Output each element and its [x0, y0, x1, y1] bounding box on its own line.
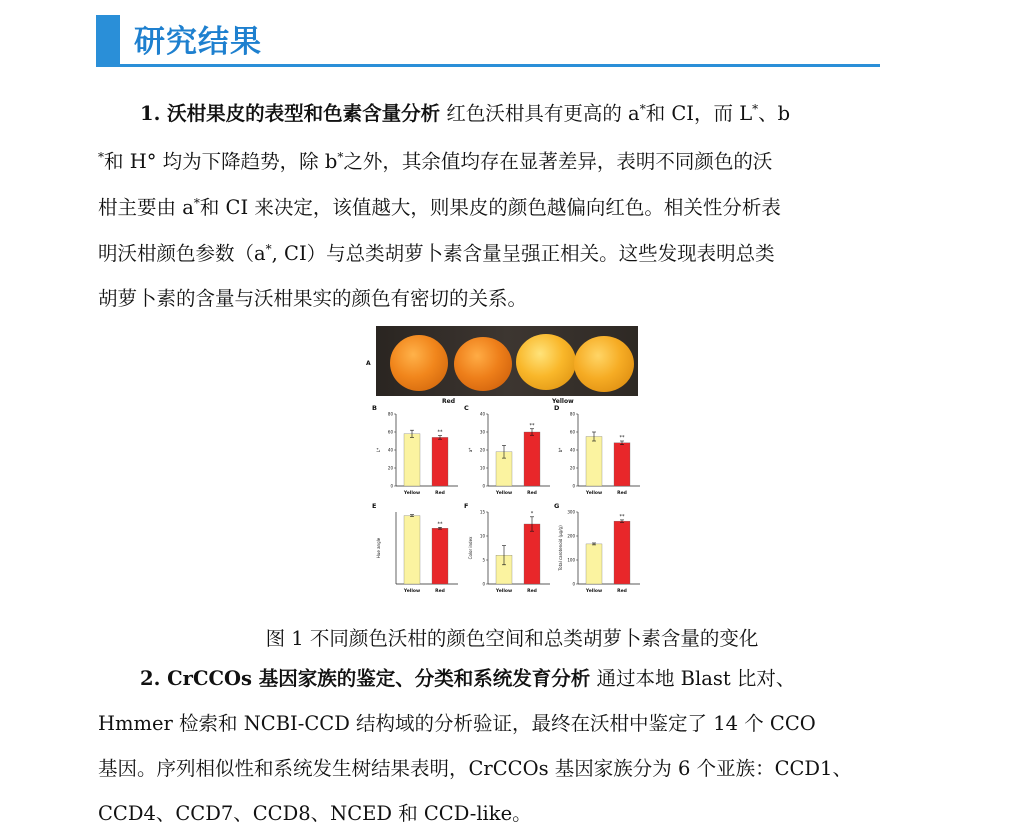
panel-g-tick-label: 100 — [567, 557, 575, 563]
panel-g-bar-red — [614, 521, 630, 584]
para1-line-1: 1. 沃柑果皮的表型和色素含量分析 红色沃柑具有更高的 a*和 CI，而 L*、b — [140, 102, 791, 125]
panel-f-letter: F — [464, 502, 469, 510]
photo-label-yellow: Yellow — [552, 398, 574, 405]
panel-b-significance: ** — [437, 429, 443, 436]
panel-f-xlabel-yellow: Yellow — [495, 589, 513, 594]
para2-heading: 2. CrCCOs 基因家族的鉴定、分类和系统发育分析 — [140, 667, 591, 690]
para2-line-4: CCD4、CCD7、CCD8、NCED 和 CCD-like。 — [98, 802, 532, 825]
section-title: 研究结果 — [134, 24, 262, 60]
panel-f-tick-label: 5 — [482, 557, 485, 563]
panel-d-bar-red — [614, 443, 630, 486]
bar-charts — [366, 326, 650, 608]
panel-c-xlabel-yellow: Yellow — [495, 491, 513, 496]
figure-caption: 图 1 不同颜色沃柑的颜色空间和总类胡萝卜素含量的变化 — [265, 627, 759, 650]
panel-f-tick-label: 10 — [479, 533, 485, 539]
panel-d-letter: D — [554, 404, 560, 412]
section-divider — [96, 64, 880, 67]
panel-f-ylabel: Color index — [468, 536, 473, 560]
panel-b-tick-label: 0 — [390, 483, 393, 489]
panel-g-tick-label: 0 — [572, 581, 575, 587]
figure-1 — [366, 326, 650, 608]
panel-e-xlabel-yellow: Yellow — [403, 589, 421, 594]
para1-line-5: 胡萝卜素的含量与沃柑果实的颜色有密切的关系。 — [98, 287, 528, 310]
panel-b-bar-red — [432, 437, 448, 486]
panel-e-letter: E — [372, 502, 377, 510]
panel-f-significance: * — [530, 510, 534, 517]
panel-c-tick-label: 40 — [479, 411, 485, 417]
panel-b-xlabel-yellow: Yellow — [403, 491, 421, 496]
panel-e-bar-yellow — [404, 516, 420, 584]
panel-g-ylabel: Total carotenoid (μg/g) — [558, 525, 563, 571]
para1-line-4: 明沃柑颜色参数（a*, CI）与总类胡萝卜素含量呈强正相关。这些发现表明总类 — [98, 242, 775, 265]
panel-d-tick-label: 20 — [569, 465, 575, 471]
panel-d-tick-label: 40 — [569, 447, 575, 453]
para1-heading: 1. 沃柑果皮的表型和色素含量分析 — [140, 102, 441, 125]
para2-line-2: Hmmer 检索和 NCBI-CCD 结构域的分析验证，最终在沃柑中鉴定了 14 个 CCO — [98, 712, 816, 735]
panel-d-ylabel: b* — [558, 447, 563, 453]
panel-c-xlabel-red: Red — [527, 491, 537, 496]
panel-b-tick-label: 60 — [387, 429, 393, 435]
para1-text: 红色沃柑具有更高的 a — [446, 102, 640, 125]
panel-g-xlabel-yellow: Yellow — [585, 589, 603, 594]
panel-b-tick-label: 20 — [387, 465, 393, 471]
panel-c-tick-label: 20 — [479, 447, 485, 453]
panel-c-tick-label: 10 — [479, 465, 485, 471]
para2-line-1: 2. CrCCOs 基因家族的鉴定、分类和系统发育分析 通过本地 Blast 比对、 — [140, 667, 796, 690]
photo-label-red: Red — [442, 398, 455, 405]
panel-b-tick-label: 40 — [387, 447, 393, 453]
panel-d-significance: ** — [619, 435, 625, 441]
panel-f-xlabel-red: Red — [527, 589, 537, 594]
panel-e-significance: ** — [437, 521, 443, 528]
panel-c-significance: ** — [529, 422, 535, 429]
panel-c-tick-label: 30 — [479, 429, 485, 435]
panel-g-tick-label: 200 — [567, 533, 575, 539]
panel-e-ylabel: Hue angle — [376, 537, 381, 559]
panel-b-bar-yellow — [404, 434, 420, 486]
panel-d-xlabel-yellow: Yellow — [585, 491, 603, 496]
panel-g-significance: ** — [619, 513, 625, 520]
panel-d-tick-label: 80 — [569, 411, 575, 417]
panel-g-letter: G — [554, 502, 560, 510]
panel-d-tick-label: 60 — [569, 429, 575, 435]
panel-g-bar-yellow — [586, 544, 602, 584]
panel-b-tick-label: 80 — [387, 411, 393, 417]
panel-c-tick-label: 0 — [482, 483, 485, 489]
panel-c-bar-red — [524, 432, 540, 486]
panel-f-bar-red — [524, 524, 540, 584]
panel-f-tick-label: 15 — [479, 509, 485, 515]
section-accent-bar — [96, 15, 120, 66]
panel-d-xlabel-red: Red — [617, 491, 627, 496]
panel-g-tick-label: 300 — [567, 509, 575, 515]
panel-d-bar-yellow — [586, 437, 602, 487]
panel-f-tick-label: 0 — [482, 581, 485, 587]
panel-b-ylabel: L* — [376, 447, 381, 453]
panel-c-ylabel: a* — [468, 447, 473, 453]
panel-a-label: A — [366, 360, 371, 367]
panel-b-letter: B — [372, 404, 377, 412]
para2-line-3: 基因。序列相似性和系统发生树结果表明，CrCCOs 基因家族分为 6 个亚族：CCD1、 — [98, 757, 852, 780]
panel-d-tick-label: 0 — [572, 483, 575, 489]
panel-e-xlabel-red: Red — [435, 589, 445, 594]
para1-line-2: *和 H° 均为下降趋势，除 b*之外，其余值均存在显著差异，表明不同颜色的沃 — [98, 150, 773, 173]
panel-b-xlabel-red: Red — [435, 491, 445, 496]
panel-g-xlabel-red: Red — [617, 589, 627, 594]
panel-c-letter: C — [464, 404, 469, 412]
panel-e-bar-red — [432, 528, 448, 584]
para1-line-3: 柑主要由 a*和 CI 来决定，该值越大，则果皮的颜色越偏向红色。相关性分析表 — [98, 196, 781, 219]
